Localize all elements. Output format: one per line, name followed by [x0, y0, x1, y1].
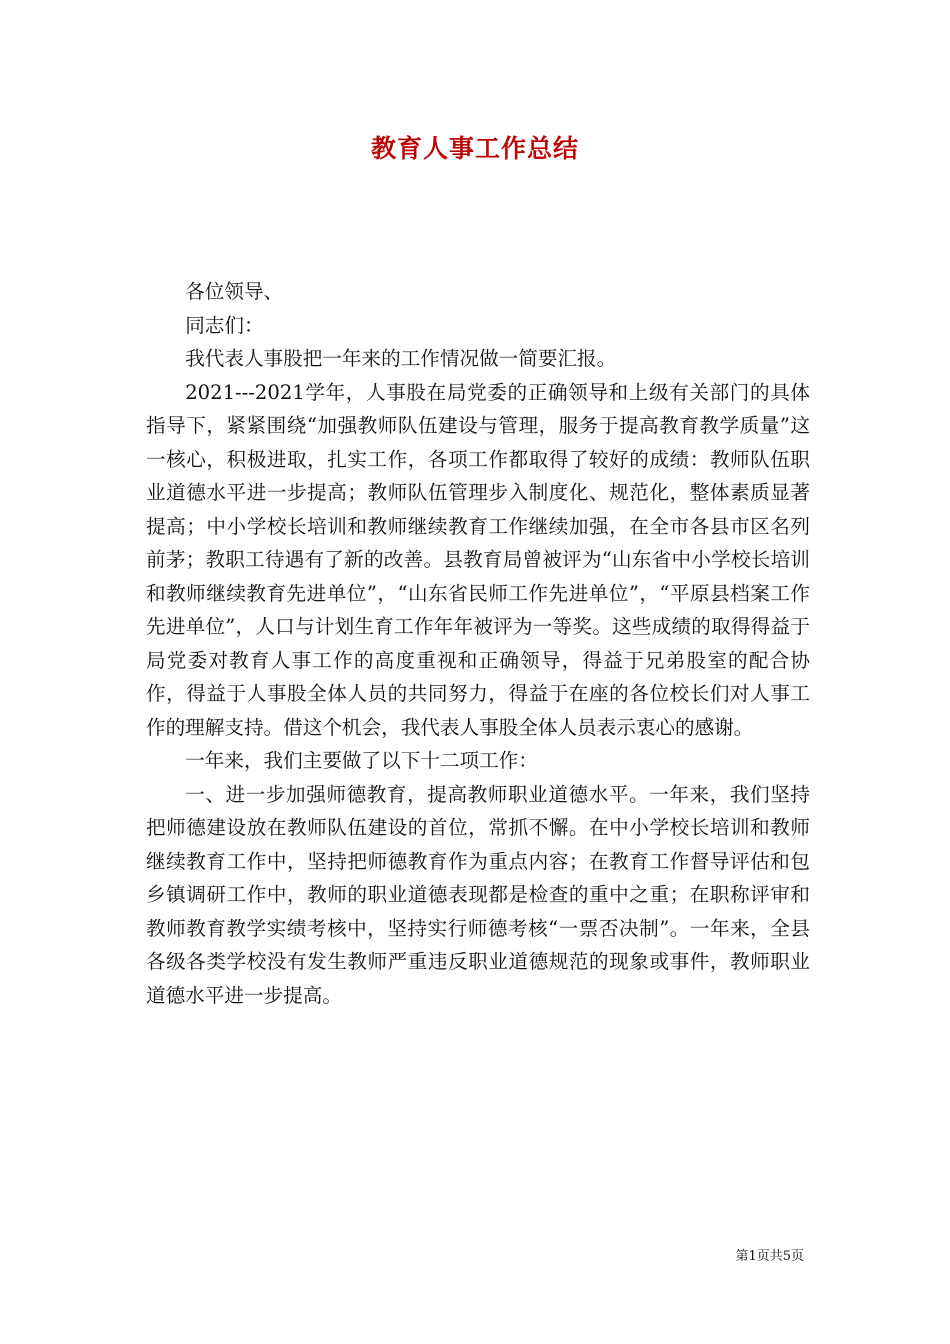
intro-paragraph: 我代表人事股把一年来的工作情况做一简要汇报。: [185, 347, 617, 370]
greeting-line: 同志们：: [185, 313, 264, 337]
greeting-line: 各位领导、: [185, 280, 284, 303]
document-title: 教育人事工作总结: [370, 134, 579, 163]
summary-paragraph: 2021---2021学年，人事股在局党委的正确领导和上级有关部门的具体指导下，紧紧围绕“加强教师队伍建设与管理，服务于提高教育教学质量”这一核心，积极进取，扎实工作，各项工作都取得了较好的成绩：教师队伍职业道德水平进一步提高；教师队伍管理步入制度化、规范化，整体素质显著提高；中小学校长培训和教师继续教育工作继续加强，在全市各县市区名列前茅；教职工待遇有了新的改善。县教育局曾被评为“山东省中小学校长培训和教师继续教育先进单位”，“山东省民师工作先进单位”，“平原县档案工作先进单位”，人口与计划生育工作年年被评为一等奖。这些成绩的取得得益于局党委对教育人事工作的高度重视和正确领导，得益于兄弟股室的配合协作，得益于人事股全体人员的共同努力，得益于在座的各位校长们对人事工作的理解支持。借这个机会，我代表人事股全体人员表示衷心的感谢。: [146, 380, 810, 739]
work-item-paragraph: 一、进一步加强师德教育，提高教师职业道德水平。一年来，我们坚持把师德建设放在教师队伍建设的首位，常抓不懈。在中小学校长培训和教师继续教育工作中，坚持把师德教育作为重点内容；在教育工作督导评估和包乡镇调研工作中，教师的职业道德表现都是检查的重中之重；在职称评审和教师教育教学实绩考核中，坚持实行师德考核“一票否决制”。一年来，全县各级各类学校没有发生教师严重违反职业道德规范的现象或事件，教师职业道德水平进一步提高。: [146, 782, 810, 1007]
work-list-intro: 一年来，我们主要做了以下十二项工作：: [185, 749, 538, 772]
document-body: [146, 275, 810, 1012]
page-number: 第1页共5页: [735, 1249, 804, 1264]
